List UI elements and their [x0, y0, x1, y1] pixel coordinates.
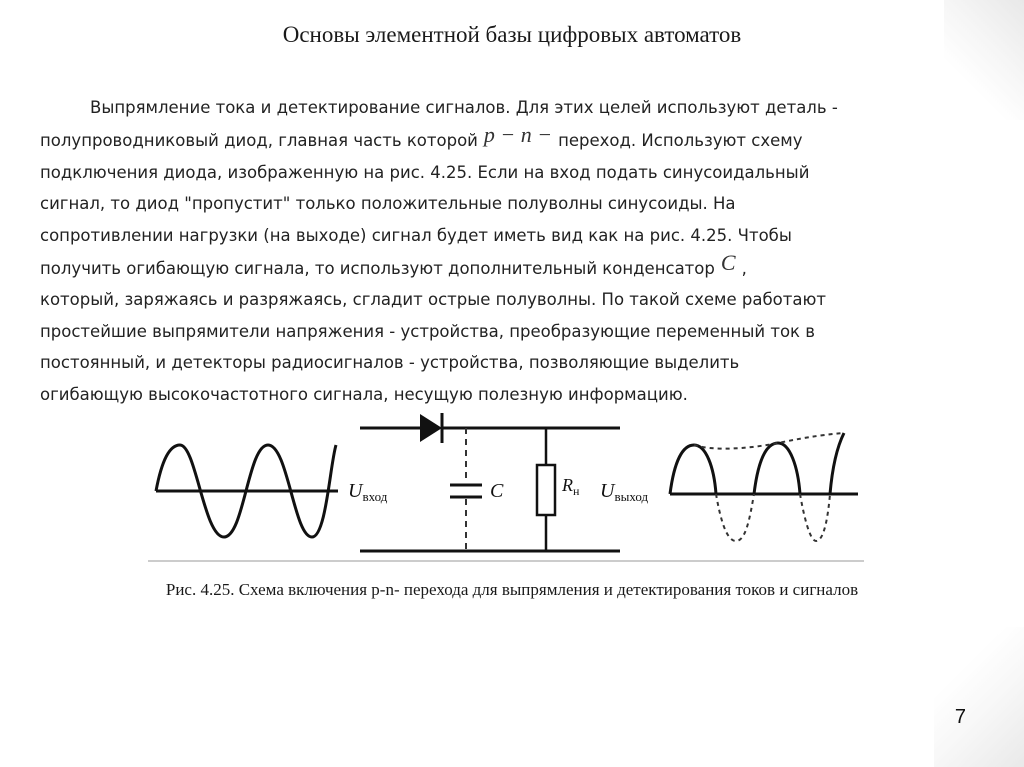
diode-icon: [420, 414, 442, 442]
output-half-waves: [670, 433, 844, 494]
page-curl-bottom: [934, 627, 1024, 767]
output-negative-half-waves-dashed: [716, 494, 830, 541]
text-line-9: постоянный, и детекторы радиосигналов - устройства, позволяющие выделить: [40, 353, 740, 373]
text-line-6-end: ,: [741, 259, 747, 279]
text-line-3: подключения диода, изображенную на рис. 4.25. Если на вход подать синусоидальный: [40, 162, 810, 182]
slide-title: Основы элементной базы цифровых автоматов: [282, 22, 742, 47]
capacitor-symbol-formula: C: [720, 250, 736, 276]
text-line-6: [40, 251, 1000, 284]
page-number: 7: [954, 706, 966, 728]
body-paragraph: [40, 92, 1000, 410]
text-line-2-start: полупроводниковый диод, главная часть которой: [40, 131, 478, 151]
text-line-10: огибающую высокочастотного сигнала, несущую полезную информацию.: [40, 384, 688, 404]
input-voltage-label: $U_{вход}$: [348, 480, 388, 504]
resistor-icon: [537, 465, 555, 515]
text-line-5: сопротивлении нагрузки (на выходе) сигнал будет иметь вид как на рис. 4.25. Чтобы: [40, 225, 792, 245]
pn-junction-formula: p − n −: [483, 122, 553, 148]
resistor-label: $R_н$: [562, 475, 580, 498]
rectifier-circuit-figure: [148, 405, 868, 565]
output-voltage-label: $U_{выход}$: [600, 480, 649, 504]
text-line-2: [40, 123, 1000, 156]
text-line-6-start: получить огибающую сигнала, то используют дополнительный конденсатор: [40, 259, 715, 279]
text-line-2-end: переход. Используют схему: [558, 131, 803, 151]
text-line-8: простейшие выпрямители напряжения - устройства, преобразующие переменный ток в: [40, 321, 815, 341]
text-line-4: сигнал, то диод "пропустит" только положительные полуволны синусоиды. На: [40, 194, 736, 214]
figure-caption: Рис. 4.25. Схема включения p-n- перехода для выпрямления и детектирования токов и сигналов: [165, 580, 859, 599]
capacitor-label: C: [490, 480, 504, 502]
text-line-1: Выпрямление тока и детектирование сигналов. Для этих целей используют деталь -: [90, 98, 838, 117]
text-line-7: который, заряжаясь и разряжаясь, сгладит острые полуволны. По такой схеме работают: [40, 290, 826, 310]
